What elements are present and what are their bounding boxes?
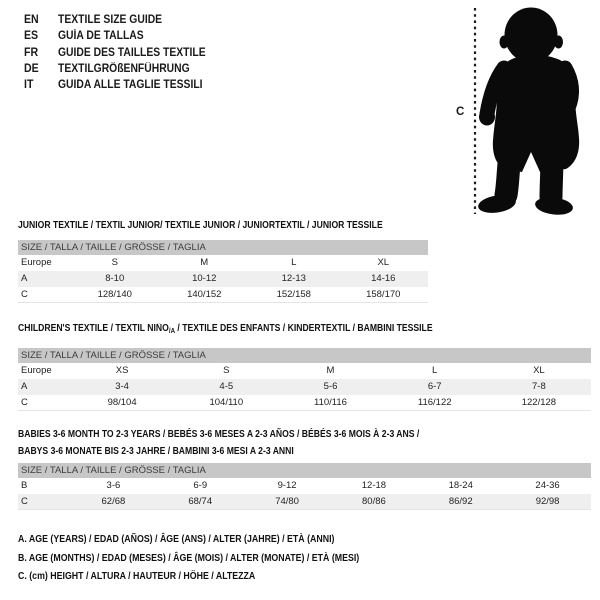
toddler-silhouette-svg [470,4,600,216]
cell: 4-5 [174,379,278,395]
cell: 6-7 [383,379,487,395]
height-marker-label: C [456,106,465,118]
cell: 8-10 [70,271,160,287]
cell: 116/122 [383,395,487,411]
junior-table-title: JUNIOR TEXTILE / TEXTIL JUNIOR/ TEXTILE JUNIOR / JUNIORTEXTIL / JUNIOR TESSILE [18,220,383,231]
cell: 9-12 [277,480,297,491]
cell: 122/128 [487,395,591,411]
size-header-bar: SIZE / TALLA / TAILLE / GRÖSSE / TAGLIA [18,463,591,478]
cell: 10-12 [160,271,250,287]
cell: M [326,365,335,376]
cell: 3-4 [70,379,174,395]
toddler-silhouette-icon [477,8,579,217]
legend [18,531,406,587]
cell: 158/170 [339,287,429,303]
language-code: FR [24,46,39,59]
language-label: TEXTILGRÖßENFÜHRUNG [58,63,190,76]
size-header-bar: SIZE / TALLA / TAILLE / GRÖSSE / TAGLIA [18,348,591,363]
cell: M [200,257,209,268]
cell: 92/98 [504,494,591,510]
row-label: C [18,395,70,411]
cell: 14-16 [339,271,429,287]
language-code: DE [24,63,39,76]
cell: 24-36 [535,480,560,491]
children-table-title [18,321,433,341]
cell: 12-18 [361,480,387,491]
language-row-es [24,28,222,44]
cell: L [432,365,438,376]
language-label: GUÍA DE TALLAS [58,30,144,43]
language-header [24,12,222,93]
language-row-fr [24,45,222,61]
cell: 68/74 [157,494,244,510]
cell: 128/140 [70,287,160,303]
cell: 152/158 [249,287,339,303]
children-size-table [18,348,591,411]
cell: 12-13 [249,271,339,287]
size-header-bar: SIZE / TALLA / TAILLE / GRÖSSE / TAGLIA [18,240,428,255]
cell: 3-6 [106,480,121,491]
junior-size-table [18,240,428,303]
legend-age-years: A. AGE (YEARS) / EDAD (AÑOS) / ÂGE (ANS) / ALTER (JAHRE) / ETÀ (ANNI) [18,534,335,545]
row-label: C [18,287,70,303]
row-label: Europe [21,365,52,376]
cell: XL [377,257,390,268]
cell: 7-8 [487,379,591,395]
language-label: GUIDA ALLE TAGLIE TESSILI [58,79,203,92]
cell: 5-6 [278,379,382,395]
legend-age-months: B. AGE (MONTHS) / EDAD (MESES) / ÂGE (MOIS) / ALTER (MONATE) / ETÀ (MESI) [18,552,360,564]
language-code: EN [24,14,39,27]
cell: L [291,257,297,268]
cell: 104/110 [174,395,278,411]
children-title-post: / TEXTILE DES ENFANTS / KINDERTEXTIL / BAMBINI TESSILE [175,323,433,334]
cell: S [223,365,230,376]
row-label: B [21,480,28,491]
cell: 98/104 [70,395,174,411]
language-label: GUIDE DES TAILLES TEXTILE [58,46,206,59]
cell: 140/152 [160,287,250,303]
language-row-it [24,77,222,93]
row-label: Europe [21,257,52,268]
babies-size-table [18,463,591,510]
row-label: A [18,271,70,287]
toddler-figure [470,4,600,216]
cell: S [111,257,118,268]
row-label: C [18,494,70,510]
cell: 6-9 [193,480,208,491]
children-title-pre: CHILDREN'S TEXTILE / TEXTIL NIÑO [18,323,169,334]
language-row-de [24,61,222,77]
cell: 62/68 [70,494,157,510]
cell: 18-24 [448,480,473,491]
cell: 80/86 [331,494,418,510]
language-label: TEXTILE SIZE GUIDE [58,14,163,27]
children-title-sub: /A [168,328,176,335]
language-code: IT [24,79,34,92]
babies-title-line2: BABYS 3-6 MONATE BIS 2-3 JAHRE / BAMBINI 3-6 MESI A 2-3 ANNI [18,445,294,457]
babies-table-title [18,427,419,460]
cell: XL [533,365,545,376]
row-label: A [18,379,70,395]
language-code: ES [24,30,39,43]
cell: 86/92 [417,494,504,510]
cell: 110/116 [278,395,382,411]
cell: XS [115,365,129,376]
legend-height: C. (cm) HEIGHT / ALTURA / HAUTEUR / HÖHE / ALTEZZA [18,571,256,583]
babies-title-line1: BABIES 3-6 MONTH TO 2-3 YEARS / BEBÉS 3-6 MESES A 2-3 AÑOS / BÉBÉS 3-6 MOIS À 2-3 ANS / [18,429,420,440]
language-row-en [24,12,222,28]
cell: 74/80 [244,494,331,510]
